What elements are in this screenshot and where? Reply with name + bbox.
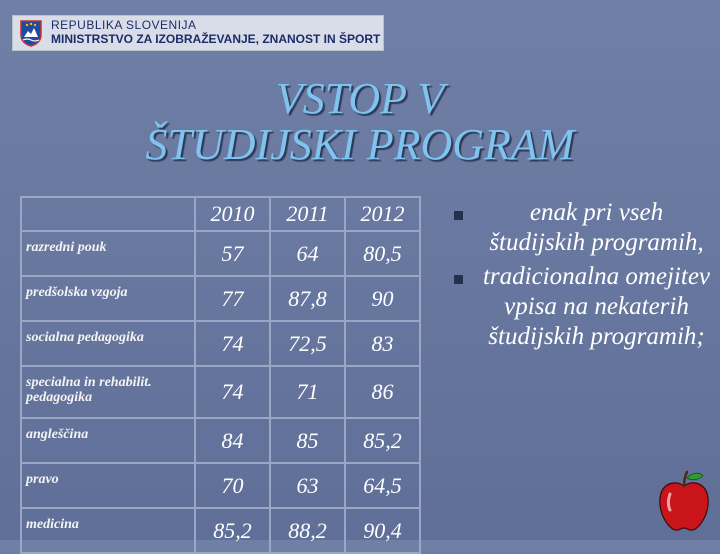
table-cell: 72,5 — [270, 321, 345, 366]
table-cell: 64,5 — [345, 463, 420, 508]
table-cell: 80,5 — [345, 231, 420, 276]
table-row — [21, 276, 420, 321]
table-cell: 74 — [195, 366, 270, 418]
table-cell: 57 — [195, 231, 270, 276]
table-cell: 74 — [195, 321, 270, 366]
table-corner-cell — [21, 197, 195, 231]
table-cell: 86 — [345, 366, 420, 418]
row-label: specialna in rehabilit. pedagogika — [21, 366, 195, 418]
table-cell: 70 — [195, 463, 270, 508]
table-cell: 77 — [195, 276, 270, 321]
year-header: 2011 — [270, 197, 345, 231]
list-item — [448, 262, 713, 352]
table-row — [21, 321, 420, 366]
table-header-row — [21, 197, 420, 231]
table-row — [21, 418, 420, 463]
apple-icon — [656, 470, 712, 534]
row-label: medicina — [21, 508, 195, 553]
ministry-logo — [12, 15, 384, 51]
table-cell: 88,2 — [270, 508, 345, 553]
table-cell: 83 — [345, 321, 420, 366]
row-label: razredni pouk — [21, 231, 195, 276]
table-row — [21, 463, 420, 508]
table-cell: 71 — [270, 366, 345, 418]
year-header: 2012 — [345, 197, 420, 231]
table-row — [21, 508, 420, 553]
slovenia-crest-icon — [17, 19, 45, 47]
table-cell: 87,8 — [270, 276, 345, 321]
enrollment-table — [20, 196, 421, 554]
table-row — [21, 231, 420, 276]
row-label: pravo — [21, 463, 195, 508]
title-line-2: ŠTUDIJSKI PROGRAM — [145, 120, 575, 169]
table-cell: 64 — [270, 231, 345, 276]
table-cell: 85,2 — [345, 418, 420, 463]
bullet-square-icon — [454, 211, 463, 220]
table-cell: 85 — [270, 418, 345, 463]
title-line-1: VSTOP V — [275, 74, 445, 123]
row-label: angleščina — [21, 418, 195, 463]
table-cell: 84 — [195, 418, 270, 463]
logo-country-text: REPUBLIKA SLOVENIJA — [51, 18, 197, 32]
row-label: socialna pedagogika — [21, 321, 195, 366]
table-cell: 63 — [270, 463, 345, 508]
bullet-list — [448, 198, 713, 356]
slide-title — [0, 76, 720, 168]
table-cell: 90,4 — [345, 508, 420, 553]
year-header: 2010 — [195, 197, 270, 231]
row-label: predšolska vzgoja — [21, 276, 195, 321]
bullet-text: tradicionalna omejitev vpisa na nekaterih študijskih programih; — [482, 263, 711, 350]
table-cell: 85,2 — [195, 508, 270, 553]
list-item — [448, 198, 713, 258]
table-cell: 90 — [345, 276, 420, 321]
table-row — [21, 366, 420, 418]
bullet-text: enak pri vseh študijskih programih, — [489, 199, 704, 256]
bullet-square-icon — [454, 275, 463, 284]
logo-ministry-text: MINISTRSTVO ZA IZOBRAŽEVANJE, ZNANOST IN ŠPORT — [51, 32, 381, 46]
